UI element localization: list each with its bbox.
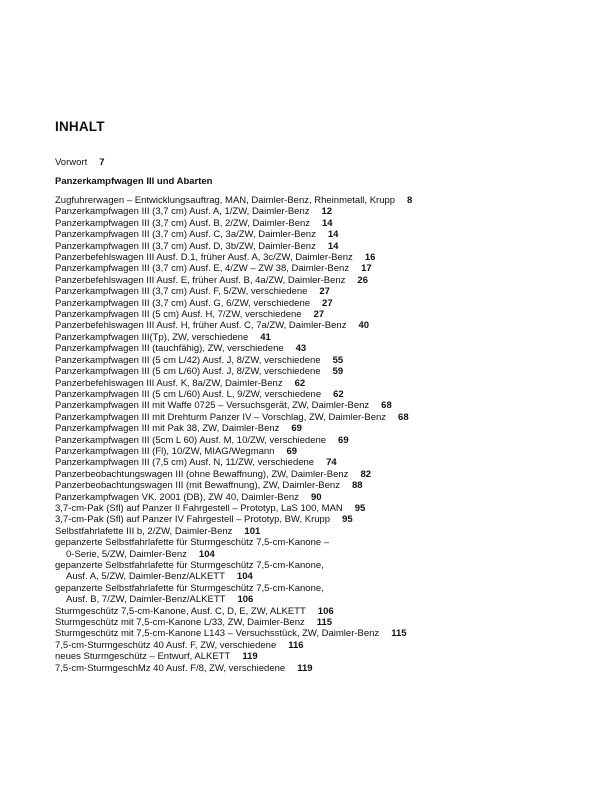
toc-page-number: 88 (351, 480, 363, 492)
toc-entry-line (55, 628, 585, 639)
toc-entry-line (55, 594, 585, 605)
toc-entry-title: Panzerkampfwagen III (5 cm) Ausf. H, 7/ZW, verschiedene (55, 309, 302, 321)
toc-entry-line (55, 617, 585, 628)
toc-entry-line (55, 298, 585, 309)
toc-entry-title: gepanzerte Selbstfahrlafette für Sturmgeschütz 7,5-cm-Kanone – (55, 537, 330, 549)
toc-entry-line (55, 503, 585, 514)
toc-entry-line (55, 218, 585, 229)
toc-page-number: 12 (321, 206, 333, 218)
toc-page-number: 116 (288, 639, 304, 651)
toc-page-number: 115 (391, 628, 407, 640)
toc-entry-title: Ausf. B, 7/ZW, Daimler-Benz/ALKETT (66, 594, 226, 606)
toc-entry-title: Panzerkampfwagen III(Tp), ZW, verschiedene (55, 331, 249, 343)
toc-entry-line (55, 435, 585, 446)
toc-entry-line (55, 469, 585, 480)
toc-page-number: 104 (198, 548, 215, 560)
toc-entry-line (55, 320, 585, 331)
toc-entry-line (55, 309, 585, 320)
toc-entry-line (55, 583, 585, 594)
toc-entry-title: gepanzerte Selbstfahrlafette für Sturmgeschütz 7,5-cm-Kanone, (55, 582, 324, 594)
toc-entry-title: Panzerkampfwagen III (5 cm L/42) Ausf. J, 8/ZW, verschiedene (55, 354, 321, 366)
toc-page-number: 14 (327, 229, 339, 241)
toc-page-number: 69 (291, 423, 302, 435)
toc-entry-line (55, 378, 585, 389)
toc-entry-line (55, 263, 585, 274)
toc-entry-title: Panzerbefehlswagen III Ausf. K, 8a/ZW, Daimler-Benz (55, 377, 283, 389)
toc-entry-title: Panzerkampfwagen III (5 cm L/60) Ausf. L, 9/ZW, verschiedene (55, 388, 322, 400)
foreword-entry (55, 157, 585, 169)
toc-entry-title: Panzerbeobachtungswagen III (ohne Bewaffnung), ZW, Daimler-Benz (55, 468, 349, 480)
toc-entry-line (55, 332, 585, 343)
toc-page-number: 62 (294, 377, 306, 389)
toc-entry-title: Panzerkampfwagen VK. 2001 (DB), ZW 40, Daimler-Benz (55, 491, 299, 503)
toc-entry-title: Zugfuhrerwagen – Entwicklungsauftrag, MAN, Daimler-Benz, Rheinmetall, Krupp (55, 195, 396, 206)
toc-page-number: 41 (260, 331, 271, 343)
toc-entry-line (55, 549, 585, 560)
toc-page-number: 8 (407, 195, 413, 206)
toc-page-number: 95 (354, 502, 366, 514)
toc-entry-title: Sturmgeschütz mit 7,5-cm-Kanone L/33, ZW, Daimler-Benz (55, 617, 305, 629)
toc-entry-line (55, 514, 585, 525)
toc-entry-title: 0-Serie, 5/ZW, Daimler-Benz (66, 548, 187, 560)
toc-page-number: 90 (310, 491, 322, 503)
toc-entry-title: Panzerkampfwagen III mit Waffe 0725 – Versuchsgerät, ZW, Daimler-Benz (55, 400, 370, 412)
toc-page-number: 26 (357, 274, 368, 286)
toc-page-number: 119 (297, 662, 313, 674)
toc-entry-line (55, 252, 585, 263)
toc-page-number: 40 (358, 320, 370, 332)
toc-entry-title: Panzerkampfwagen III (3,7 cm) Ausf. A, 1/ZW, Daimler-Benz (55, 206, 310, 218)
toc-entry-line (55, 229, 585, 240)
toc-page-number: 14 (322, 217, 333, 229)
toc-page-number: 119 (242, 651, 258, 663)
toc-entry-line (55, 423, 585, 434)
toc-entry-line (55, 663, 585, 674)
toc-page-number: 59 (332, 366, 344, 378)
toc-entry-line (55, 389, 585, 400)
toc-entry-title: Panzerkampfwagen III mit Drehturm Panzer IV – Vorschlag, ZW, Daimler-Benz (55, 411, 387, 423)
toc-entry-title: 3,7-cm-Pak (Sfl) auf Panzer II Fahrgestell – Prototyp, LaS 100, MAN (55, 502, 343, 514)
toc-entry-line (55, 446, 585, 457)
toc-entry-title: Ausf. A, 5/ZW, Daimler-Benz/ALKETT (66, 571, 225, 583)
toc-page-number: 68 (398, 411, 409, 423)
toc-entry-title: Sturmgeschütz 7,5-cm-Kanone, Ausf. C, D, E, ZW, ALKETT (55, 605, 306, 617)
toc-page-number: 104 (236, 571, 253, 583)
toc-entry-title: Panzerkampfwagen III (3,7 cm) Ausf. E, 4/ZW – ZW 38, Daimler-Benz (55, 263, 350, 275)
section-title: Panzerkampfwagen III und Abarten (55, 175, 213, 187)
toc-entry-line (55, 606, 585, 617)
toc-entry-title: Panzerkampfwagen III (7,5 cm) Ausf. N, 11/ZW, verschiedene (55, 457, 315, 469)
contents-page (55, 119, 585, 674)
toc-entry-title: Panzerbeobachtungswagen III (mit Bewaffnung), ZW, Daimler-Benz (55, 480, 340, 492)
toc-entry-line (55, 355, 585, 366)
toc-entry-title: Panzerkampfwagen III (3,7 cm) Ausf. F, 5/ZW, verschiedene (55, 286, 308, 298)
toc-entry-title: Panzerkampfwagen III (3,7 cm) Ausf. G, 6/ZW, verschiedene (55, 297, 311, 309)
page-title: INHALT (55, 119, 105, 134)
toc-entry-line (55, 492, 585, 503)
toc-entry-title: 3,7-cm-Pak (Sfl) auf Panzer IV Fahrgestell – Prototyp, BW, Krupp (55, 514, 331, 526)
toc-entry-title: Panzerkampfwagen III (3,7 cm) Ausf. D, 3b/ZW, Daimler-Benz (55, 240, 316, 252)
foreword-label: Vorwort (55, 157, 88, 168)
toc-entry-title: gepanzerte Selbstfahrlafette für Sturmgeschütz 7,5-cm-Kanone, (55, 560, 324, 571)
toc-entry-line (55, 241, 585, 252)
toc-entry-title: 7,5-cm-Sturmgeschütz 40 Ausf. F, ZW, verschiedene (55, 639, 277, 651)
toc-entry-line (55, 412, 585, 423)
toc-entry-title: Panzerbefehlswagen III Ausf. D.1, früher Ausf. A, 3c/ZW, Daimler-Benz (55, 252, 353, 264)
toc-page-number: 69 (286, 445, 298, 457)
toc-page-number: 27 (322, 297, 333, 309)
toc-entry-title: 7,5-cm-SturmgeschMz 40 Ausf. F/8, ZW, verschiedene (55, 662, 286, 674)
toc-entry-title: neues Sturmgeschütz – Entwurf, ALKETT (55, 651, 231, 663)
toc-entry-line (55, 480, 585, 491)
toc-entry-title: Panzerbefehlswagen III Ausf. H, früher Ausf. C, 7a/ZW, Daimler-Benz (55, 320, 347, 332)
toc-page-number: 17 (361, 263, 372, 275)
toc-page-number: 74 (326, 457, 337, 469)
toc-page-number: 115 (316, 617, 333, 629)
toc-entry-line (55, 400, 585, 411)
toc-page-number: 43 (295, 343, 307, 355)
toc-entry-line (55, 571, 585, 582)
toc-entry-line (55, 640, 585, 651)
foreword-page-number: 7 (99, 157, 105, 168)
toc-entry-title: Panzerkampfwagen III (5cm L 60) Ausf. M, 10/ZW, verschiedene (55, 434, 327, 446)
toc-entry-line (55, 343, 585, 354)
toc-page-number: 106 (317, 605, 334, 617)
toc-entry-title: Panzerkampfwagen III (3,7 cm) Ausf. B, 2/ZW, Daimler-Benz (55, 217, 311, 229)
toc-page-number: 55 (332, 354, 344, 366)
toc-entry-title: Sturmgeschütz mit 7,5-cm-Kanone L143 – Versuchsstück, ZW, Daimler-Benz (55, 628, 380, 640)
toc-entry-title: Selbstfahrlafette III b, 2/ZW, Daimler-Benz (55, 525, 233, 537)
toc-entry-title: Panzerkampfwagen III (5 cm L/60) Ausf. J, 8/ZW, verschiedene (55, 366, 321, 378)
toc-page-number: 106 (237, 594, 254, 606)
toc-entry-title: Panzerkampfwagen III (Fl), 10/ZW, MIAG/Wegmann (55, 445, 275, 457)
toc-page-number: 95 (342, 514, 353, 526)
toc-page-number: 101 (244, 525, 261, 537)
toc-page-number: 62 (333, 388, 344, 400)
toc-entry-line (55, 195, 585, 206)
toc-entry-line (55, 651, 585, 662)
toc-entry-title: Panzerkampfwagen III (3,7 cm) Ausf. C, 3a/ZW, Daimler-Benz (55, 229, 316, 241)
toc-entry-line (55, 560, 585, 571)
toc-entry-line (55, 457, 585, 468)
toc-entry-title: Panzerkampfwagen III (tauchfähig), ZW, verschiedene (55, 343, 284, 355)
toc-entry-line (55, 526, 585, 537)
toc-entry-title: Panzerbefehlswagen III Ausf. E, früher Ausf. B, 4a/ZW, Daimler-Benz (55, 274, 346, 286)
toc-list (55, 195, 585, 674)
toc-page-number: 69 (338, 434, 349, 446)
toc-page-number: 27 (313, 309, 325, 321)
toc-page-number: 14 (327, 240, 339, 252)
toc-entry-line (55, 537, 585, 548)
toc-entry-line (55, 366, 585, 377)
toc-entry-title: Panzerkampfwagen III mit Pak 38, ZW, Daimler-Benz (55, 423, 280, 435)
toc-entry-line (55, 206, 585, 217)
toc-page-number: 82 (360, 468, 372, 480)
toc-page-number: 68 (381, 400, 392, 412)
toc-page-number: 16 (364, 252, 376, 264)
toc-entry-line (55, 286, 585, 297)
toc-entry-line (55, 275, 585, 286)
toc-page-number: 27 (319, 286, 330, 298)
